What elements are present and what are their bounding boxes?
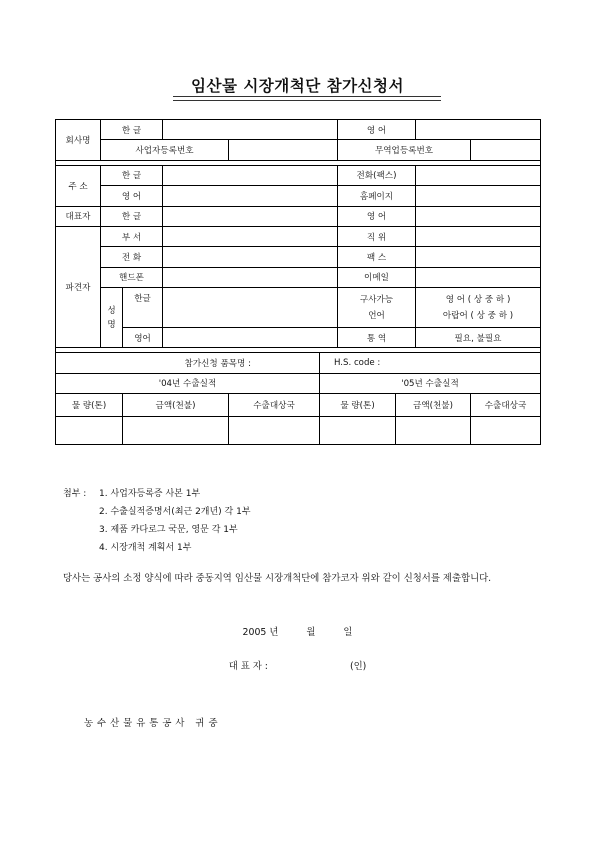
languages-label-line1: 구사가능 bbox=[359, 294, 394, 305]
quantity-05-header: 물 량(톤) bbox=[320, 394, 396, 417]
rep-korean-label: 한 글 bbox=[101, 206, 163, 226]
name-label: 성 명 bbox=[101, 288, 123, 348]
rep-korean-field[interactable] bbox=[163, 206, 338, 226]
attachments-label: 첨부 : bbox=[63, 489, 87, 499]
attachment-item: 3. 제품 카다로그 국문, 영문 각 1부 bbox=[99, 525, 238, 535]
date-year-unit: 년 bbox=[269, 627, 279, 638]
company-english-field[interactable] bbox=[416, 120, 541, 140]
address-korean-label: 한 글 bbox=[101, 165, 163, 185]
country-04-field[interactable] bbox=[229, 417, 320, 445]
department-label: 부 서 bbox=[101, 226, 163, 246]
address-korean-field[interactable] bbox=[163, 165, 338, 185]
company-english-label: 영 어 bbox=[338, 120, 416, 140]
homepage-field[interactable] bbox=[416, 186, 541, 206]
export-05-header: '05년 수출실적 bbox=[320, 373, 541, 393]
attachment-item: 2. 수출실적증명서(최근 2개년) 각 1부 bbox=[99, 507, 251, 517]
company-korean-label: 한 글 bbox=[101, 120, 163, 140]
application-form-table bbox=[55, 119, 541, 445]
page-title: 임산물 시장개척단 참가신청서 bbox=[191, 76, 404, 95]
trade-reg-no-field[interactable] bbox=[471, 140, 541, 160]
attachment-item: 4. 시장개척 계획서 1부 bbox=[99, 543, 192, 553]
date-year: 2005 bbox=[242, 627, 267, 638]
phone-fax-field[interactable] bbox=[416, 165, 541, 185]
address-english-field[interactable] bbox=[163, 186, 338, 206]
representative-label: 대표자 bbox=[56, 206, 101, 226]
telephone-label: 전 화 bbox=[101, 247, 163, 267]
lang-arabic-option[interactable]: 아랍어 ( 상 중 하 ) bbox=[442, 310, 514, 321]
biz-reg-no-label: 사업자등록번호 bbox=[101, 140, 229, 160]
email-label: 이메일 bbox=[338, 267, 416, 287]
signature-label: 대 표 자 : bbox=[228, 661, 268, 672]
homepage-label: 홈페이지 bbox=[338, 186, 416, 206]
attachment-item: 1. 사업자등록증 사본 1부 bbox=[99, 489, 201, 499]
name-english-label: 영어 bbox=[123, 327, 163, 347]
interpreter-label: 통 역 bbox=[338, 327, 416, 347]
title-underline bbox=[173, 96, 441, 101]
mobile-label: 핸드폰 bbox=[101, 267, 163, 287]
date-day-unit: 일 bbox=[343, 627, 353, 638]
name-english-field[interactable] bbox=[163, 327, 338, 347]
trade-reg-no-label: 무역업등록번호 bbox=[338, 140, 471, 160]
languages-label bbox=[338, 288, 416, 328]
department-field[interactable] bbox=[163, 226, 338, 246]
export-04-header: '04년 수출실적 bbox=[56, 373, 320, 393]
languages-field[interactable] bbox=[416, 288, 541, 328]
phone-fax-label: 전화(팩스) bbox=[338, 165, 416, 185]
amount-04-field[interactable] bbox=[123, 417, 229, 445]
quantity-04-field[interactable] bbox=[56, 417, 123, 445]
amount-05-field[interactable] bbox=[396, 417, 471, 445]
attachments bbox=[63, 485, 251, 557]
country-05-field[interactable] bbox=[471, 417, 541, 445]
quantity-04-header: 물 량(톤) bbox=[56, 394, 123, 417]
items-label: 참가신청 품목명 : bbox=[56, 353, 320, 373]
lang-english-option[interactable]: 영 어 ( 상 중 하 ) bbox=[445, 294, 511, 305]
signature-line bbox=[0, 658, 595, 672]
amount-04-header: 금액(천불) bbox=[123, 394, 229, 417]
amount-05-header: 금액(천불) bbox=[396, 394, 471, 417]
date-line bbox=[0, 624, 595, 638]
interpreter-field[interactable]: 필요, 불필요 bbox=[416, 327, 541, 347]
name-korean-field[interactable] bbox=[163, 288, 338, 328]
fax-field[interactable] bbox=[416, 247, 541, 267]
rep-english-label: 영 어 bbox=[338, 206, 416, 226]
quantity-05-field[interactable] bbox=[320, 417, 396, 445]
languages-label-line2: 언어 bbox=[368, 310, 385, 321]
country-05-header: 수출대상국 bbox=[471, 394, 541, 417]
position-label: 직 위 bbox=[338, 226, 416, 246]
rep-english-field[interactable] bbox=[416, 206, 541, 226]
application-statement: 당사는 공사의 소정 양식에 따라 중동지역 임산물 시장개척단에 참가코자 위와 같이 신청서를 제출합니다. bbox=[63, 573, 492, 584]
seal-mark: (인) bbox=[349, 661, 367, 672]
address-label: 주 소 bbox=[56, 165, 101, 206]
name-korean-spacer bbox=[123, 308, 163, 328]
address-english-label: 영 어 bbox=[101, 186, 163, 206]
recipient: 농수산물유통공사 귀중 bbox=[84, 718, 222, 729]
position-field[interactable] bbox=[416, 226, 541, 246]
dispatch-label: 파견자 bbox=[56, 226, 101, 347]
company-label: 회사명 bbox=[56, 120, 101, 161]
company-korean-field[interactable] bbox=[163, 120, 338, 140]
fax-label: 팩 스 bbox=[338, 247, 416, 267]
date-month-unit: 월 bbox=[306, 627, 316, 638]
country-04-header: 수출대상국 bbox=[229, 394, 320, 417]
telephone-field[interactable] bbox=[163, 247, 338, 267]
mobile-field[interactable] bbox=[163, 267, 338, 287]
email-field[interactable] bbox=[416, 267, 541, 287]
hs-code-label: H.S. code : bbox=[320, 353, 541, 373]
biz-reg-no-field[interactable] bbox=[229, 140, 338, 160]
name-korean-label: 한글 bbox=[123, 288, 163, 308]
